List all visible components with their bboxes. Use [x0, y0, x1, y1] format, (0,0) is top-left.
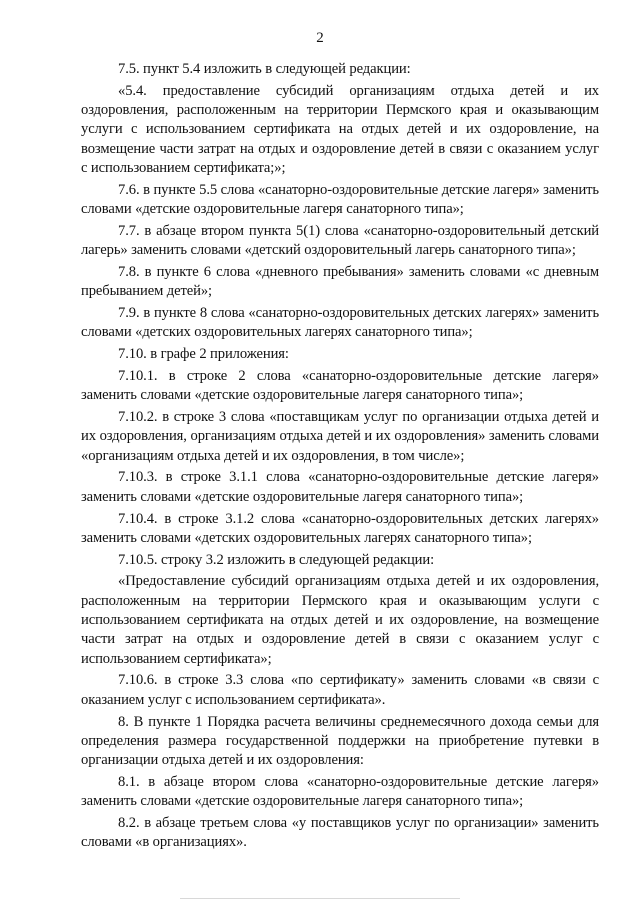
paragraph-7-9: 7.9. в пункте 8 слова «санаторно-оздоровительных детских лагерях» заменить словами «детских оздоровительных лагерях санаторного типа»;: [81, 305, 599, 341]
page-number: 2: [316, 30, 324, 46]
paragraph-8-1: 8.1. в абзаце втором слова «санаторно-оздоровительные детские лагеря» заменить словами «детские оздоровительные лагеря санаторного типа»;: [81, 773, 599, 810]
paragraph-7-10-4: 7.10.4. в строке 3.1.2 слова «санаторно-оздоровительных детских лагерях» заменить словами «детских оздоровительных лагерях санаторного типа»;: [81, 510, 599, 546]
paragraph-7-10-1: 7.10.1. в строке 2 слова «санаторно-оздоровительные детские лагеря» заменить словами «детские оздоровительные лагеря санаторного типа»;: [81, 367, 599, 404]
scan-edge-line: [180, 898, 460, 899]
paragraph-row-3-2-text: «Предоставление субсидий организациям отдыха детей и их оздоровления, расположенным на территории Пермского края и оказывающим услуги с использованием сертификата на отдых детей и их оздоровление, на возмещение части затрат на отдых и оздоровление детей в связи с оказанием услуг с использованием сертификата»;: [81, 573, 599, 667]
paragraph-8: 8. В пункте 1 Порядка расчета величины среднемесячного дохода семьи для определения размера государственной поддержки на приобретение путевки в организации отдыха детей и их оздоровления:: [81, 713, 599, 769]
paragraph-8-2: 8.2. в абзаце третьем слова «у поставщиков услуг по организации» заменить словами «в организациях».: [81, 814, 599, 851]
paragraph-7-5: 7.5. пункт 5.4 изложить в следующей редакции:: [118, 61, 411, 77]
document-body: [81, 60, 599, 853]
paragraph-7-6: 7.6. в пункте 5.5 слова «санаторно-оздоровительные детские лагеря» заменить словами «детские оздоровительные лагеря санаторного типа»;: [81, 181, 599, 218]
paragraph-5-4-text: «5.4. предоставление субсидий организациям отдыха детей и их оздоровления, расположенным на территории Пермского края и оказывающим услуги с использованием сертификата на отдых детей и их оздоровление, на возмещение части затрат на отдых и оздоровление детей в связи с оказанием услуг с использованием сертификата;»;: [81, 82, 599, 176]
paragraph-7-8: 7.8. в пункте 6 слова «дневного пребывания» заменить словами «с дневным пребыванием детей»;: [81, 263, 599, 300]
paragraph-7-10-3: 7.10.3. в строке 3.1.1 слова «санаторно-оздоровительные детские лагеря» заменить словами «детские оздоровительные лагеря санаторного типа»;: [81, 469, 599, 505]
paragraph-7-7: 7.7. в абзаце втором пункта 5(1) слова «санаторно-оздоровительный детский лагерь» заменить словами «детский оздоровительный лагерь санаторного типа»;: [81, 222, 599, 259]
paragraph-7-10-2: 7.10.2. в строке 3 слова «поставщикам услуг по организации отдыха детей и их оздоровления, организациям отдыха детей и их оздоровления» заменить словами «организациям отдыха детей и их оздоровления, в том числе»;: [81, 409, 599, 464]
paragraph-7-10-5: 7.10.5. строку 3.2 изложить в следующей редакции:: [118, 551, 435, 568]
paragraph-7-10: 7.10. в графе 2 приложения:: [118, 346, 289, 363]
paragraph-7-10-6: 7.10.6. в строке 3.3 слова «по сертификату» заменить словами «в связи с оказанием услуг с использованием сертификата».: [81, 672, 599, 708]
